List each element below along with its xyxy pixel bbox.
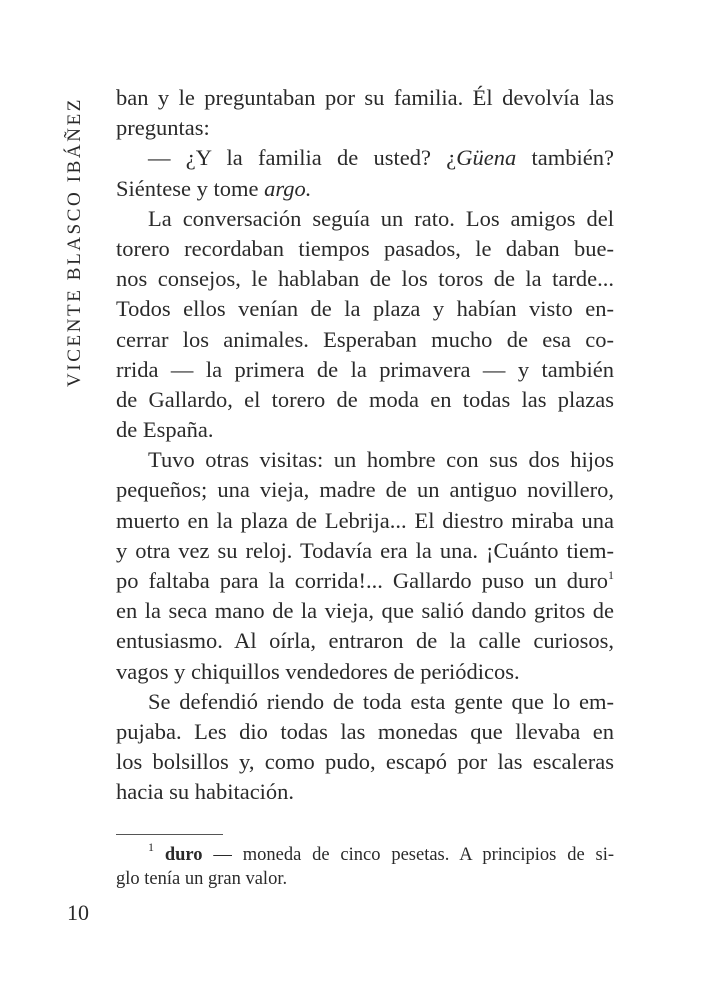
footnote xyxy=(116,840,615,891)
text-segment: muerto en la plaza de Lebrija... El diestro miraba una xyxy=(116,507,614,533)
text-line xyxy=(116,840,615,867)
text-segment: torero recordaban tiempos pasados, le daban bue- xyxy=(116,235,614,261)
text-segment: y otra vez su reloj. Todavía era la una. ¡Cuánto tiem- xyxy=(116,537,614,563)
text-line xyxy=(116,385,614,415)
text-segment: argo. xyxy=(264,175,312,201)
text-line xyxy=(116,867,614,891)
text-line xyxy=(116,506,614,536)
text-segment: La conversación seguía un rato. Los amigos del xyxy=(148,205,614,231)
text-segment: en la seca mano de la vieja, que salió dando gritos de xyxy=(116,598,614,624)
text-segment: — ¿Y la familia de usted? ¿ xyxy=(148,145,457,171)
text-segment: pequeños; una vieja, madre de un antiguo novillero, xyxy=(116,477,614,503)
text-line xyxy=(116,747,614,777)
text-line xyxy=(116,717,614,747)
text-line xyxy=(116,777,614,807)
text-segment xyxy=(154,845,165,865)
text-segment: Siéntese y tome xyxy=(116,175,265,201)
text-segment: pujaba. Les dio todas las monedas que llevaba en xyxy=(116,718,614,744)
text-line xyxy=(116,475,614,505)
text-segment: po faltaba para la corrida!... Gallardo puso un duro xyxy=(116,568,608,593)
running-head-author xyxy=(63,97,87,387)
text-line xyxy=(116,325,614,355)
footnote-marker: 1 xyxy=(608,568,614,582)
running-head-text: VICENTE BLASCO IBÁÑEZ xyxy=(64,97,85,387)
text-line xyxy=(116,566,614,596)
text-segment: Tuvo otras visitas: un hombre con sus dos hijos xyxy=(148,447,614,473)
text-segment: glo tenía un gran valor. xyxy=(116,869,288,889)
text-segment: entusiasmo. Al oírla, entraron de la calle curiosos, xyxy=(116,628,614,654)
text-segment: de Gallardo, el torero de moda en todas las plazas xyxy=(116,386,614,412)
text-line xyxy=(116,626,614,656)
text-line xyxy=(116,536,614,566)
text-line xyxy=(116,264,614,294)
text-line xyxy=(116,174,614,204)
text-segment: hacia su habitación. xyxy=(116,779,295,805)
text-segment: Güena xyxy=(456,145,517,171)
text-line xyxy=(116,204,614,234)
text-line xyxy=(116,415,614,445)
text-line xyxy=(116,113,614,143)
page-number: 10 xyxy=(67,900,89,925)
text-line xyxy=(116,445,614,475)
text-line xyxy=(116,234,614,264)
footnote-divider xyxy=(116,834,223,835)
text-segment: cerrar los animales. Esperaban mucho de esa co- xyxy=(116,326,614,352)
text-line xyxy=(116,294,614,324)
text-line xyxy=(116,83,614,113)
text-segment: Se defendió riendo de toda esta gente que lo em- xyxy=(148,688,614,714)
text-segment: Todos ellos venían de la plaza y habían visto en- xyxy=(116,296,614,322)
footnote-marker: 1 xyxy=(148,840,154,854)
text-segment: nos consejos, le hablaban de los toros de la tarde... xyxy=(116,266,614,292)
text-segment: vagos y chiquillos vendedores de periódicos. xyxy=(116,658,520,684)
text-segment: ban y le preguntaban por su familia. Él devolvía las xyxy=(116,85,614,110)
text-segment: también? xyxy=(516,145,614,171)
text-line xyxy=(116,355,614,385)
text-segment: rrida — la primera de la primavera — y también xyxy=(116,356,614,382)
text-line xyxy=(116,657,614,687)
text-segment: los bolsillos y, como pudo, escapó por las escaleras xyxy=(116,749,614,775)
text-segment: de España. xyxy=(116,417,214,443)
text-line xyxy=(116,143,614,173)
body-text xyxy=(116,83,614,808)
text-segment: duro xyxy=(164,845,203,865)
text-segment: preguntas: xyxy=(116,115,210,141)
text-line xyxy=(116,687,614,717)
text-line xyxy=(116,596,614,626)
text-segment: — moneda de cinco pesetas. A principios de si- xyxy=(202,845,615,865)
